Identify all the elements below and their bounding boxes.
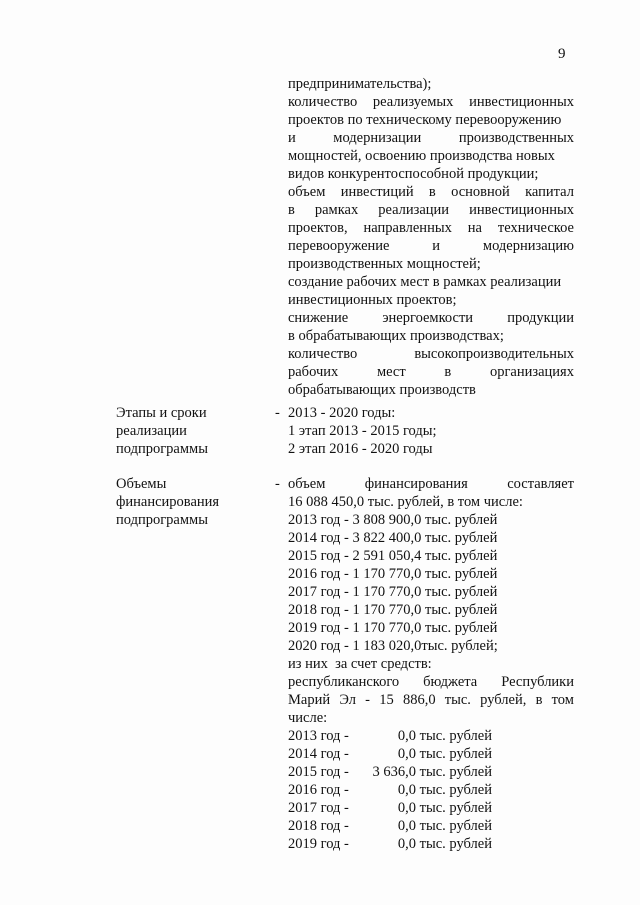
word: техническое <box>497 220 574 236</box>
funding-label: Объемы <box>116 476 167 492</box>
indicator-line: в обрабатывающих производствах; <box>288 328 504 344</box>
republic-amount: 0,0 <box>397 728 416 744</box>
word: мест <box>376 364 406 380</box>
republic-amount: 0,0 <box>397 782 416 798</box>
republic-year-row <box>288 782 492 799</box>
word: тыс. <box>444 692 471 708</box>
word: количество <box>288 346 358 362</box>
word: реализации <box>378 202 450 218</box>
word: производственных <box>458 130 574 146</box>
funding-year-row: 2013 год - 3 808 900,0 тыс. рублей <box>288 512 498 528</box>
funding-sources-intro: из них за счет средств: <box>288 656 432 672</box>
indicator-line: создание рабочих мест в рамках реализации <box>288 274 562 290</box>
stages-dash: - <box>275 405 280 421</box>
word: инвестиций <box>340 184 414 200</box>
word: Эл <box>339 692 356 708</box>
word: реализуемых <box>372 94 454 110</box>
indicator-line <box>288 202 574 219</box>
republic-budget-line <box>288 674 574 691</box>
funding-intro: 16 088 450,0 тыс. рублей, в том числе: <box>288 494 523 510</box>
indicator-line <box>288 94 574 111</box>
republic-amount: 0,0 <box>397 836 416 852</box>
republic-year: 2019 год - <box>288 836 349 852</box>
indicator-line <box>288 364 574 381</box>
word: в <box>428 184 436 200</box>
word: республиканского <box>288 674 400 690</box>
indicator-line: видов конкурентоспособной продукции; <box>288 166 539 182</box>
word: бюджета <box>423 674 478 690</box>
republic-year-row <box>288 764 492 781</box>
republic-amount: 0,0 <box>397 800 416 816</box>
word: рублей, <box>480 692 527 708</box>
word: направленных <box>363 220 452 236</box>
word: энергоемкости <box>382 310 474 326</box>
word: проектов, <box>288 220 348 236</box>
funding-label: финансирования <box>116 494 220 510</box>
stages-value: 2013 - 2020 годы: <box>288 405 396 421</box>
republic-unit: тыс. рублей <box>416 764 492 780</box>
word: организациях <box>489 364 574 380</box>
page-number: 9 <box>558 46 566 62</box>
republic-unit: тыс. рублей <box>416 800 492 816</box>
word: на <box>467 220 482 236</box>
word: перевооружение <box>288 238 390 254</box>
word: в <box>288 202 295 218</box>
republic-unit: тыс. рублей <box>416 746 492 762</box>
word: и <box>432 238 441 254</box>
indicator-line: предпринимательства); <box>288 76 432 92</box>
word: том <box>551 692 574 708</box>
word: Марий <box>288 692 331 708</box>
republic-unit: тыс. рублей <box>416 818 492 834</box>
republic-year-row <box>288 836 492 853</box>
republic-year: 2013 год - <box>288 728 349 744</box>
indicator-line: производственных мощностей; <box>288 256 481 272</box>
republic-year: 2014 год - <box>288 746 349 762</box>
word: основной <box>451 184 510 200</box>
word: капитал <box>525 184 574 200</box>
funding-year-row: 2018 год - 1 170 770,0 тыс. рублей <box>288 602 498 618</box>
indicator-line: инвестиционных проектов; <box>288 292 457 308</box>
stages-label: Этапы и сроки <box>116 405 207 421</box>
word: инвестиционных <box>469 94 574 110</box>
indicator-line <box>288 220 574 237</box>
republic-amount: 0,0 <box>397 746 416 762</box>
word: Республики <box>501 674 574 690</box>
republic-year: 2015 год - <box>288 764 349 780</box>
word: высокопроизводительных <box>414 346 574 362</box>
stages-label: реализации <box>116 423 187 439</box>
word: объем <box>288 476 326 492</box>
stages-label: подпрограммы <box>116 441 208 457</box>
republic-amount: 0,0 <box>397 818 416 834</box>
republic-year-row <box>288 746 492 763</box>
indicator-line <box>288 310 574 327</box>
republic-year: 2016 год - <box>288 782 349 798</box>
word: модернизацию <box>482 238 574 254</box>
word: снижение <box>288 310 349 326</box>
republic-year: 2018 год - <box>288 818 349 834</box>
indicator-line <box>288 184 574 201</box>
republic-year: 2017 год - <box>288 800 349 816</box>
stages-value: 1 этап 2013 - 2015 годы; <box>288 423 437 439</box>
word: 15 <box>379 692 394 708</box>
republic-budget-line <box>288 692 574 709</box>
indicator-line: проектов по техническому перевооружению <box>288 112 562 128</box>
republic-year-row <box>288 728 492 745</box>
word: модернизации <box>333 130 422 146</box>
republic-unit: тыс. рублей <box>416 836 492 852</box>
word: в <box>535 692 543 708</box>
word: 886,0 <box>402 692 436 708</box>
stages-value: 2 этап 2016 - 2020 годы <box>288 441 433 457</box>
word: количество <box>288 94 358 110</box>
republic-unit: тыс. рублей <box>416 728 492 744</box>
word: и <box>288 130 296 146</box>
funding-year-row: 2016 год - 1 170 770,0 тыс. рублей <box>288 566 498 582</box>
funding-year-row: 2020 год - 1 183 020,0тыс. рублей; <box>288 638 498 654</box>
word: инвестиционных <box>469 202 574 218</box>
funding-intro <box>288 476 574 493</box>
indicator-line: обрабатывающих производств <box>288 382 476 398</box>
funding-year-row: 2017 год - 1 170 770,0 тыс. рублей <box>288 584 498 600</box>
indicator-line <box>288 130 574 147</box>
indicator-line <box>288 346 574 363</box>
funding-year-row: 2019 год - 1 170 770,0 тыс. рублей <box>288 620 498 636</box>
republic-budget-line: числе: <box>288 710 328 726</box>
indicator-line: мощностей, освоению производства новых <box>288 148 555 164</box>
funding-year-row: 2014 год - 3 822 400,0 тыс. рублей <box>288 530 498 546</box>
funding-year-row: 2015 год - 2 591 050,4 тыс. рублей <box>288 548 498 564</box>
republic-amount: 3 636,0 <box>372 764 416 780</box>
republic-year-row <box>288 800 492 817</box>
word: - <box>365 692 371 708</box>
word: финансирования <box>364 476 468 492</box>
funding-label: подпрограммы <box>116 512 208 528</box>
word: рабочих <box>288 364 339 380</box>
republic-unit: тыс. рублей <box>416 782 492 798</box>
republic-year-row <box>288 818 492 835</box>
funding-dash: - <box>275 476 280 492</box>
word: объем <box>288 184 326 200</box>
word: составляет <box>507 476 574 492</box>
indicator-line <box>288 238 574 255</box>
word: в <box>444 364 452 380</box>
word: продукции <box>507 310 574 326</box>
word: рамках <box>314 202 359 218</box>
